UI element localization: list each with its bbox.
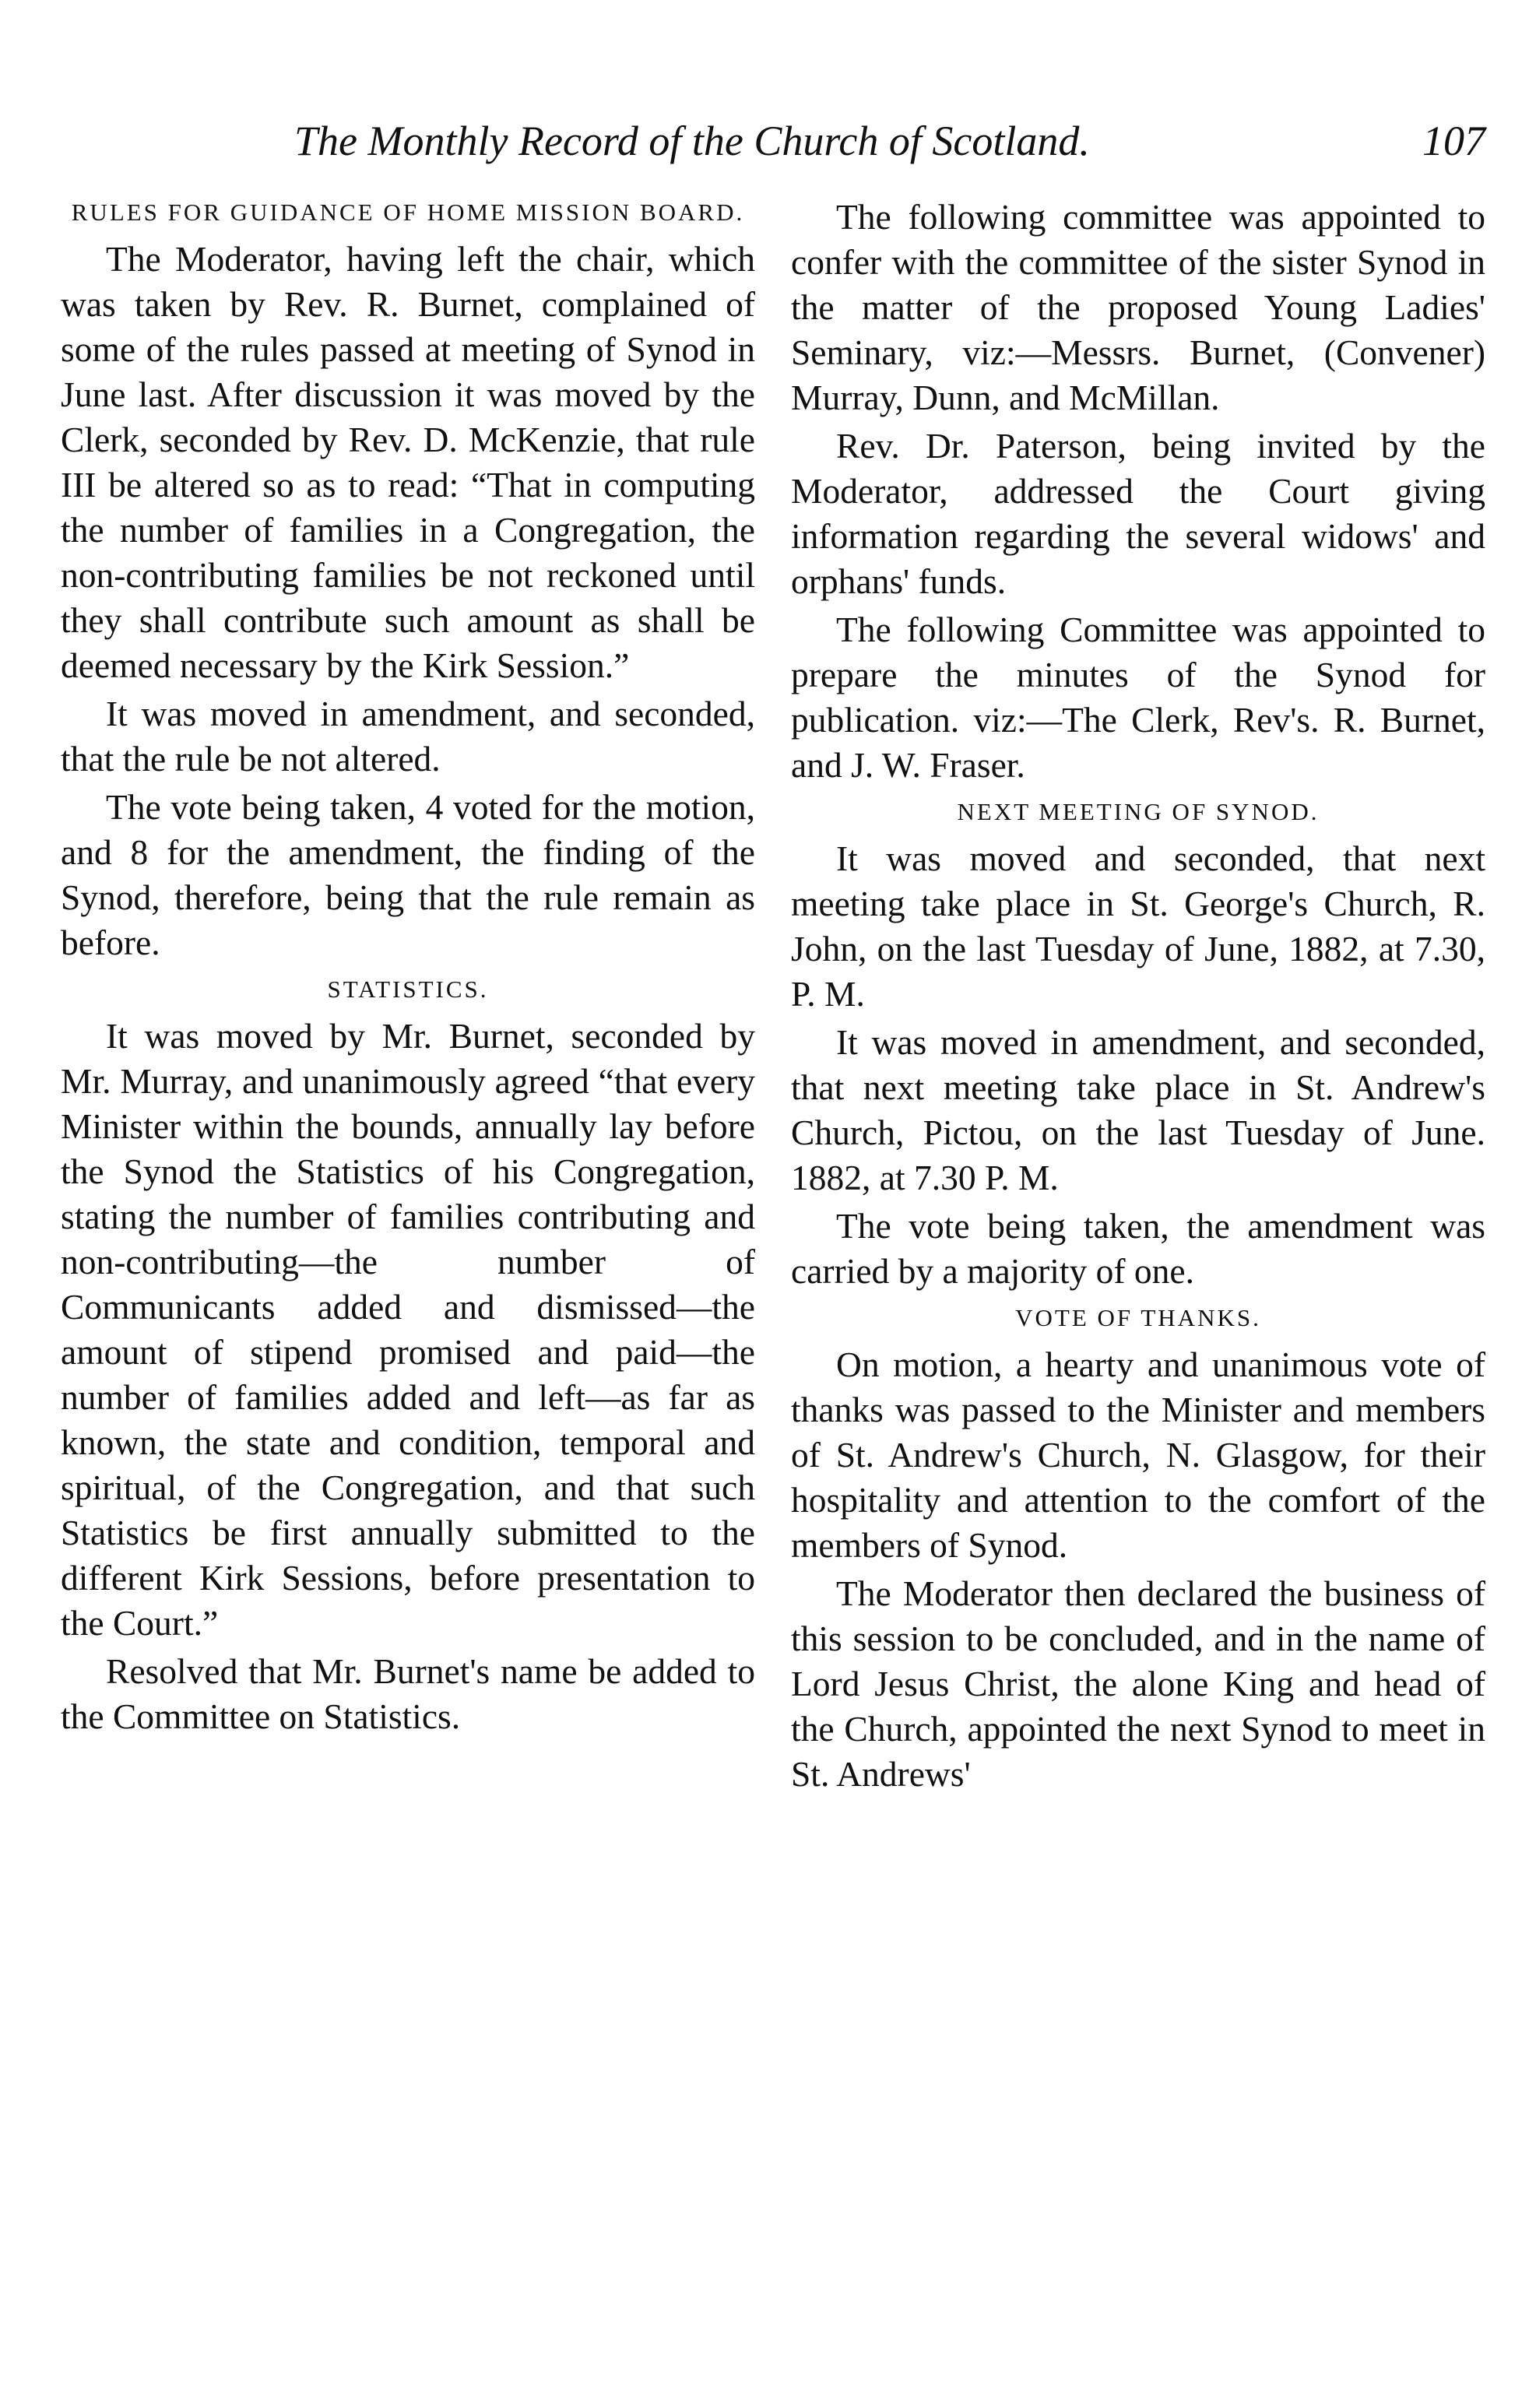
paragraph: The following committee was appointed to confer with the committee of the sister Synod in the matter of the proposed Young Ladies' Seminary, viz:—Messrs. Burnet, (Convener) Murray, Dunn, and McMillan. xyxy=(791,197,1485,417)
right-column xyxy=(791,195,1485,1800)
left-column xyxy=(61,195,755,1800)
paragraph: The Moderator then declared the business of this session to be concluded, and in the name of Lord Jesus Christ, the alone King and head of the Church, appointed the next Synod to meet in St. Andrews' xyxy=(791,1573,1485,1794)
text-columns xyxy=(61,195,1485,1800)
paragraph: It was moved by Mr. Burnet, seconded by Mr. Murray, and unanimously agreed “that every Minister within the bounds, annually lay before the Synod the Statistics of his Congregation, stating the number of families contributing and non-contributing—the number of Communicants added and dismissed—the amount of stipend promised and paid—the number of families added and left—as far as known, the state and condition, temporal and spiritual, of the Congregation, and that such Statistics be first annually submitted to the different Kirk Sessions, before presentation to the Court.” xyxy=(61,1016,755,1643)
paragraph: It was moved in amendment, and seconded, that the rule be not altered. xyxy=(61,694,755,779)
running-header xyxy=(294,117,1485,179)
paragraph: The vote being taken, 4 voted for the motion, and 8 for the amendment, the finding of the Synod, therefore, being that the rule remain as before. xyxy=(61,787,755,962)
paragraph: It was moved and seconded, that next meeting take place in St. George's Church, R. John, on the last Tuesday of June, 1882, at 7.30, P. M. xyxy=(791,838,1485,1014)
journal-title: The Monthly Record of the Church of Scotland. xyxy=(294,118,1090,164)
section-heading-statistics: STATISTICS. xyxy=(327,976,489,1003)
section-heading-home-mission-rules: RULES FOR GUIDANCE OF HOME MISSION BOARD. xyxy=(71,199,745,226)
section-heading-next-meeting: NEXT MEETING OF SYNOD. xyxy=(957,798,1320,825)
paragraph: The Moderator, having left the chair, which was taken by Rev. R. Burnet, complained of some of the rules passed at meeting of Synod in June last. After discussion it was moved by the Clerk, seconded by Rev. D. McKenzie, that rule III be altered so as to read: “That in computing the number of families in a Congregation, the non-contributing families be not reckoned until they shall contribute such amount as shall be deemed necessary by the Kirk Session.” xyxy=(61,239,755,685)
paragraph: On motion, a hearty and unanimous vote of thanks was passed to the Minister and members of St. Andrew's Church, N. Glasgow, for their hospitality and attention to the comfort of the members of Synod. xyxy=(791,1345,1485,1565)
section-heading-vote-of-thanks: VOTE OF THANKS. xyxy=(1015,1304,1261,1331)
paragraph: Rev. Dr. Paterson, being invited by the Moderator, addressed the Court giving information regarding the several widows' and orphans' funds. xyxy=(791,426,1485,601)
paragraph: It was moved in amendment, and seconded, that next meeting take place in St. Andrew's Church, Pictou, on the last Tuesday of June. 1882, at 7.30 P. M. xyxy=(791,1022,1485,1197)
page-number: 107 xyxy=(1422,118,1485,164)
paragraph: Resolved that Mr. Burnet's name be added to the Committee on Statistics. xyxy=(61,1651,755,1736)
document-page xyxy=(61,117,1485,2359)
paragraph: The vote being taken, the amendment was carried by a majority of one. xyxy=(791,1206,1485,1291)
paragraph: The following Committee was appointed to prepare the minutes of the Synod for publication. viz:—The Clerk, Rev's. R. Burnet, and J. W. Fraser. xyxy=(791,610,1485,785)
